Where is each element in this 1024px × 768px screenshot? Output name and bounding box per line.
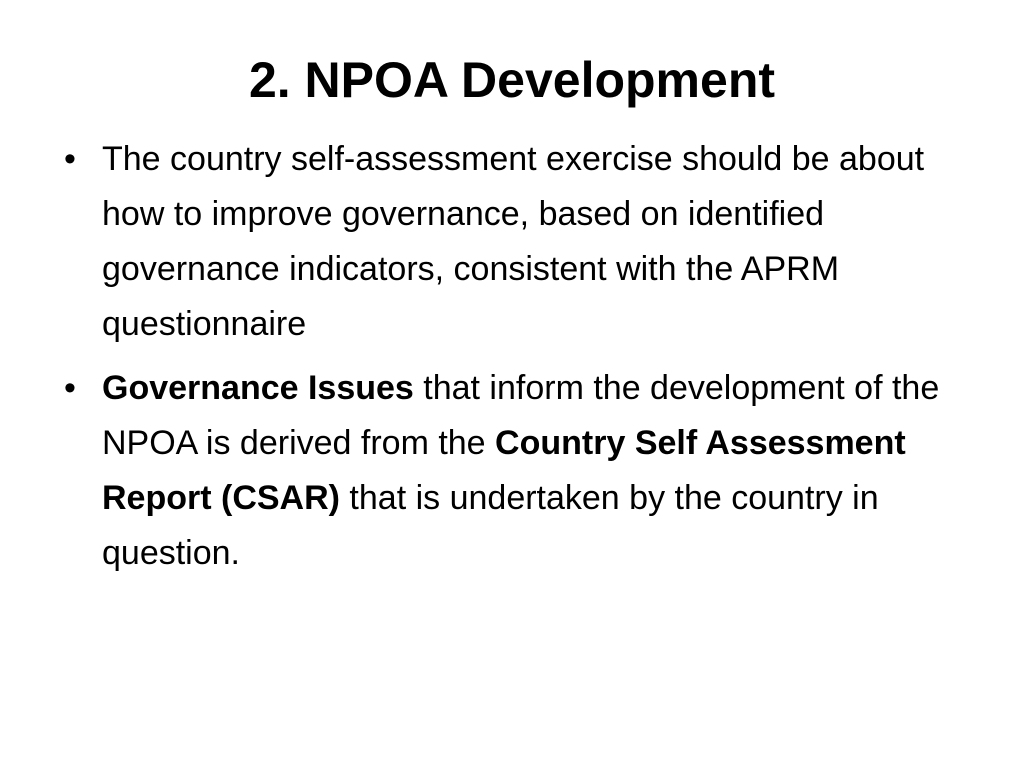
bullet-2-text-end: that is undertaken by the country in question. [102,479,879,572]
slide-title: 2. NPOA Development [248,52,776,108]
bullet-list [60,132,960,590]
bullet-2-bold-term-governance-issues: Governance Issues [102,369,414,407]
bullet-2-bold-term-csar: Country Self Assessment Report (CSAR) [102,424,906,517]
bullet-2-text-part: that inform the development of the NPOA is derived from the [102,369,940,462]
bullet-dot-icon: • [64,140,76,178]
bullet-item-1 [60,132,960,352]
bullet-item-2 [60,361,960,581]
bullet-dot-icon: • [64,369,76,407]
bullet-1-text: The country self-assessment exercise should be about how to improve governance, based on identified governance indicators, consistent with the APRM questionnaire [102,140,925,343]
